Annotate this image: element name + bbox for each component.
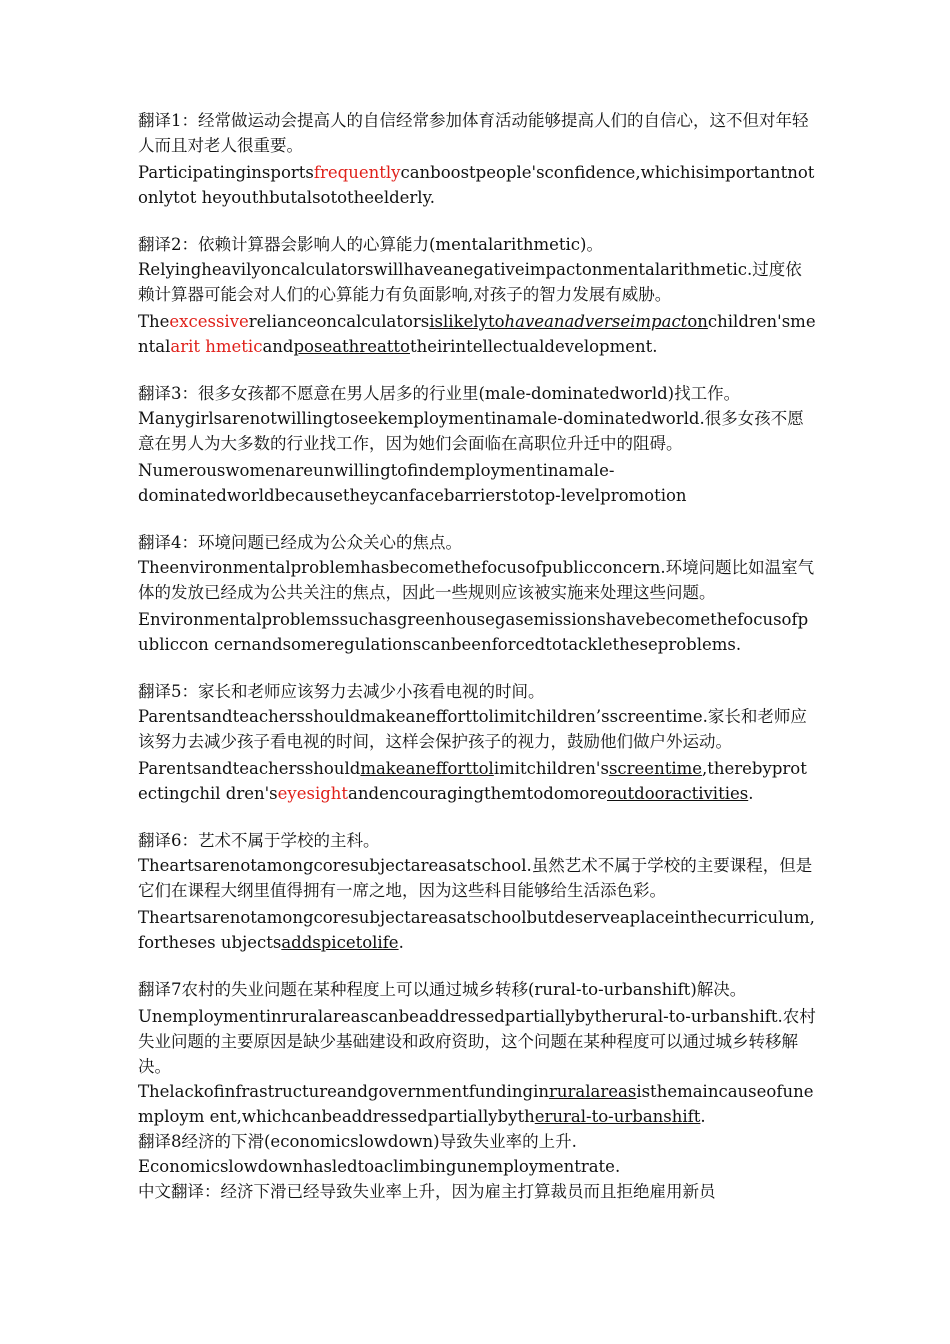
underlined-phrase: on	[687, 312, 708, 331]
text-run: imitchildren's	[493, 759, 609, 778]
underlined-phrase: makeanefforttol	[360, 759, 494, 778]
example-sentence: Theartsarenotamongcoresubjectareasatschool.虽然艺术不属于学校的主要课程，但是它们在课程大纲里值得拥有一席之地，因为这些科目能够给生活添色彩。	[138, 856, 813, 900]
text-run: Participatinginsports	[138, 163, 314, 182]
model-sentence: Numerouswomenareunwillingtofindemploymentinamale-dominatedworldbecausetheycanfacebarrierstotop-levelpromotion	[138, 461, 687, 505]
model-sentence: Environmentalproblemssuchasgreenhousegasemissionshavebecomethefocusofpubliccon cernandsomeregulationscanbeenforcedtotackletheseproblems.	[138, 610, 809, 654]
item-heading: 翻译4：环境问题已经成为公众关心的焦点。	[138, 533, 462, 552]
text-run: .	[398, 933, 404, 952]
highlighted-word: frequently	[313, 163, 401, 182]
underlined-phrase: outdooractivities	[606, 784, 749, 803]
item-heading: 翻译8经济的下滑(economicslowdown)导致失业率的上升.	[138, 1132, 577, 1151]
text-run: isthemaincauseofunemploym ent,whichcanbeaddressedpartiallybyth	[138, 1082, 814, 1126]
model-sentence	[138, 756, 816, 806]
text-run: Parentsandteachersshould	[138, 759, 361, 778]
text-run: Thelackofinfrastructureandgovernmentfundingin	[138, 1082, 549, 1101]
translation-item-7	[138, 977, 816, 1129]
translation-item-6	[138, 828, 816, 955]
model-sentence	[138, 1079, 816, 1129]
text-run: relianceoncalculators	[248, 312, 430, 331]
text-run: .	[748, 784, 754, 803]
model-sentence	[138, 309, 816, 359]
highlighted-word: arit hmetic	[170, 337, 263, 356]
text-run: theirintellectualdevelopment.	[410, 337, 658, 356]
item-heading: 翻译3：很多女孩都不愿意在男人居多的行业里(male-dominatedworld)找工作。	[138, 384, 741, 403]
translation-item-8	[138, 1129, 816, 1204]
highlighted-word: excessive	[169, 312, 249, 331]
text-run: children'smental	[138, 312, 816, 356]
model-sentence	[138, 160, 816, 210]
translation-item-5	[138, 679, 816, 806]
translation-item-4	[138, 530, 816, 657]
underlined-phrase: islikelyto	[429, 312, 505, 331]
example-sentence: Manygirlsarenotwillingtoseekemploymentinamale-dominatedworld.很多女孩不愿意在男人为大多数的行业找工作，因为她们会面临在高职位升迁中的阻碍。	[138, 409, 804, 453]
document-page	[138, 108, 816, 1204]
text-run: andencouragingthemtodomore	[348, 784, 607, 803]
translation-item-2	[138, 232, 816, 359]
text-run: The	[138, 312, 170, 331]
example-sentence: Unemploymentinruralareascanbeaddressedpartiallybytherural-to-urbanshift.农村失业问题的主要原因是缺少基础建设和政府资助，这个问题在某种程度可以通过城乡转移解决。	[138, 1007, 816, 1076]
item-heading: 翻译6：艺术不属于学校的主科。	[138, 831, 380, 850]
chinese-translation: 中文翻译：经济下滑已经导致失业率上升，因为雇主打算裁员而且拒绝雇用新员	[138, 1182, 716, 1201]
underlined-phrase: screentime	[608, 759, 703, 778]
translation-item-1	[138, 108, 816, 210]
text-run: and	[262, 337, 294, 356]
item-heading: 翻译5：家长和老师应该努力去减少小孩看电视的时间。	[138, 682, 545, 701]
underlined-italic-phrase: haveanadverseimpact	[504, 312, 688, 331]
highlighted-word: eyesight	[277, 784, 349, 803]
text-run: Theartsarenotamongcoresubjectareasatschoolbutdeserveaplaceinthecurriculum,fortheses ubjects	[138, 908, 815, 952]
text-run: .	[700, 1107, 706, 1126]
item-heading: 翻译2：依赖计算器会影响人的心算能力(mentalarithmetic)。	[138, 235, 603, 254]
example-sentence: Parentsandteachersshouldmakeanefforttolimitchildren’sscreentime.家长和老师应该努力去减少孩子看电视的时间，这样会保护孩子的视力，鼓励他们做户外运动。	[138, 707, 807, 751]
text-run: canboostpeople'sconfidence,whichisimportantnotonlytot heyouthbutalsototheelderly.	[138, 163, 815, 207]
model-sentence	[138, 905, 816, 955]
text-run: ,therebyprotectingchil dren's	[138, 759, 807, 803]
item-heading: 翻译7农村的失业问题在某种程度上可以通过城乡转移(rural-to-urbanshift)解决。	[138, 980, 747, 999]
underlined-phrase: poseathreatto	[293, 337, 410, 356]
underlined-phrase: addspicetolife	[281, 933, 399, 952]
item-heading: 翻译1：经常做运动会提高人的自信经常参加体育活动能够提高人们的自信心，这不但对年轻人而且对老人很重要。	[138, 111, 809, 155]
underlined-phrase: ruralareas	[549, 1082, 637, 1101]
example-sentence: Economicslowdownhasledtoaclimbingunemploymentrate.	[138, 1157, 621, 1176]
example-sentence: Theenvironmentalproblemhasbecomethefocusofpublicconcern.环境问题比如温室气体的发放已经成为公共关注的焦点，因此一些规则应该被实施来处理这些问题。	[138, 558, 815, 602]
translation-item-3	[138, 381, 816, 508]
underlined-phrase: erural-to-urbanshift	[534, 1107, 701, 1126]
example-sentence: Relyingheavilyoncalculatorswillhaveanegativeimpactonmentalarithmetic.过度依赖计算器可能会对人们的心算能力有负面影响,对孩子的智力发展有威胁。	[138, 260, 802, 304]
